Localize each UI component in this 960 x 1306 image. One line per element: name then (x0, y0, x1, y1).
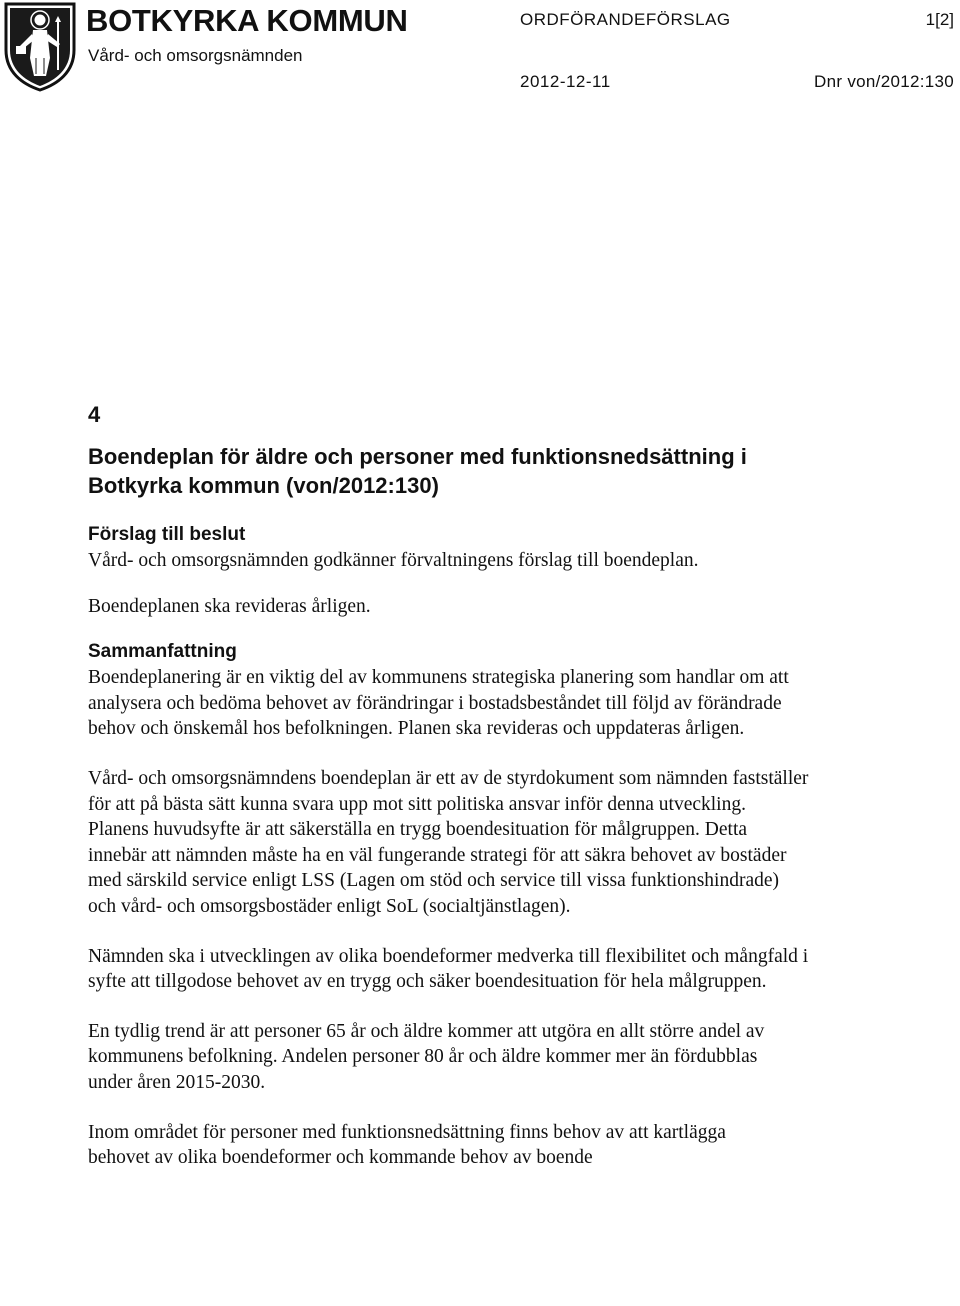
summary-paragraph: Vård- och omsorgsnämndens boendeplan är ett av de styrdokument som nämnden fastställer för att på bästa sätt kunna svara upp mot sitt politiska ansvar inför denna utveckling. Planens huvudsyfte är att säkerställa en trygg boendesituation för målgruppen. Detta innebär att nämnden måste ha en väl fungerande strategi för att säkra behovet av bostäder med särskild service enligt LSS (Lagen om stöd och service till vissa funktionshindrade) och vård- och omsorgsbostäder enligt SoL (socialtjänstlagen). (88, 767, 809, 917)
committee-name: Vård- och omsorgsnämnden (88, 46, 303, 65)
coat-of-arms-icon (0, 0, 80, 92)
document-reference-number: Dnr von/2012:130 (814, 72, 954, 91)
document-type: ORDFÖRANDEFÖRSLAG (520, 10, 731, 29)
summary-paragraph: Boendeplanering är en viktig del av kommunens strategiska planering som handlar om att analysera och bedöma behovet av förändringar i bostadsbeståndet till följd av förändrade behov och önskemål hos befolkningen. Planen ska revideras och uppdateras årligen. (88, 667, 789, 740)
document-body (88, 400, 828, 1195)
summary-heading: Sammanfattning (88, 641, 237, 663)
agenda-item-number: 4 (88, 402, 101, 427)
summary-paragraph: Nämnden ska i utvecklingen av olika boendeformer medverka till flexibilitet och mångfald i syfte att tillgodose behovet av en trygg och säker boendesituation för hela målgruppen. (88, 945, 809, 993)
page-number: 1[2] (925, 10, 954, 29)
summary-paragraph: Inom området för personer med funktionsnedsättning finns behov av att kartlägga behovet av olika boendeformer och kommande behov av boende (88, 1121, 726, 1169)
organization-name: BOTKYRKA KOMMUN (86, 3, 408, 38)
proposal-heading: Förslag till beslut (88, 524, 246, 545)
proposal-revision-note: Boendeplanen ska revideras årligen. (88, 595, 371, 617)
proposal-text: Vård- och omsorgsnämnden godkänner förvaltningens förslag till boendeplan. (88, 550, 699, 571)
summary-paragraph: En tydlig trend är att personer 65 år och äldre kommer att utgöra en allt större andel av kommunens befolkning. Andelen personer 80 år och äldre kommer mer än fördubblas under åren 2015-2030. (88, 1020, 765, 1093)
document-date: 2012-12-11 (520, 72, 611, 91)
document-title: Boendeplan för äldre och personer med funktionsnedsättning i Botkyrka kommun (von/2012:130) (88, 444, 747, 498)
